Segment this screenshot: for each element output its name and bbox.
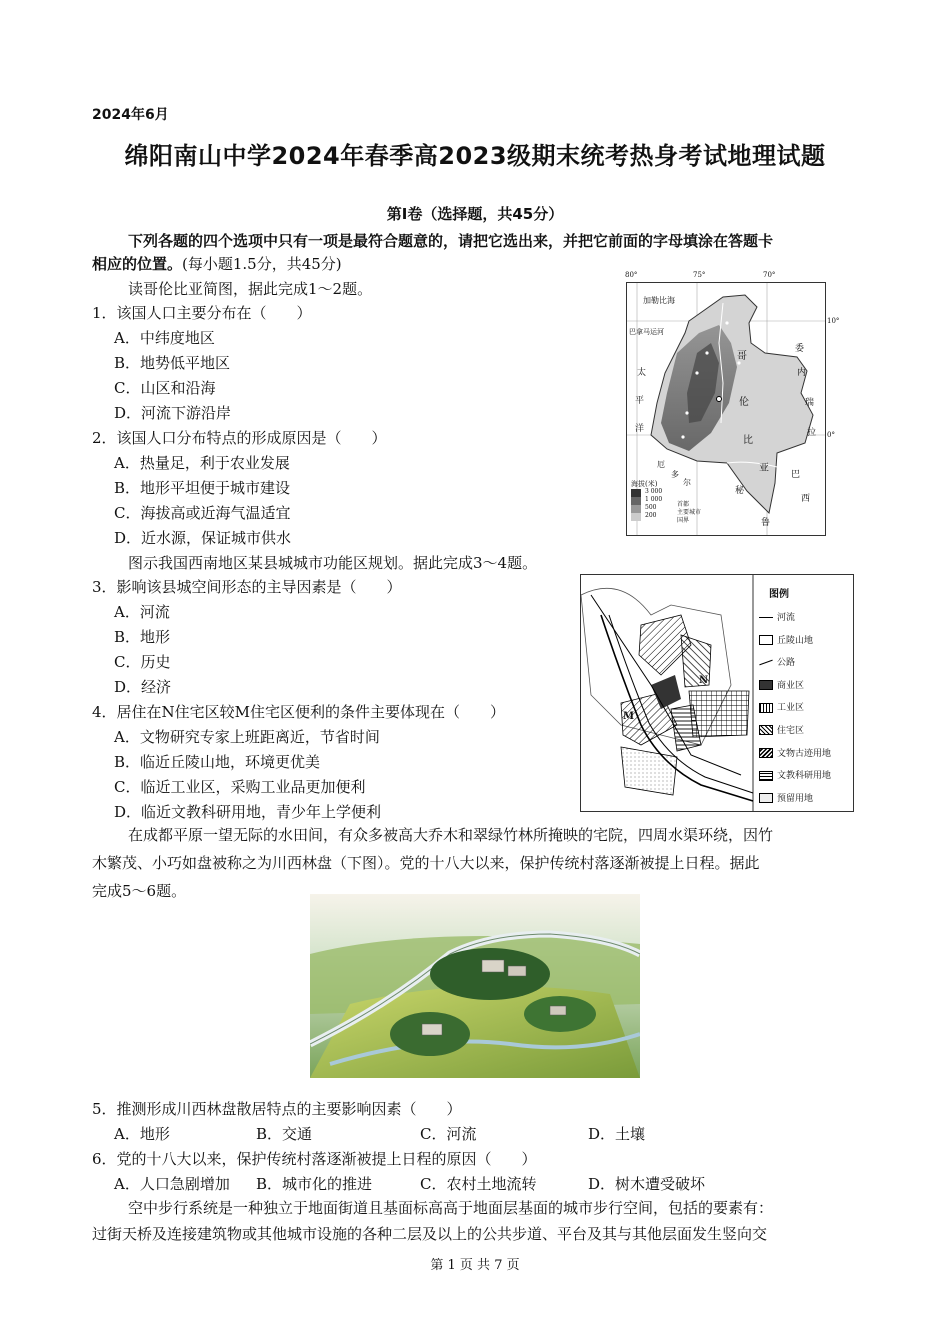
legend-title: 图例 — [769, 589, 789, 600]
map-label: 比 — [743, 435, 753, 446]
q1-option-b: B．地势低平地区 — [114, 354, 231, 372]
river-icon — [759, 617, 773, 618]
q5-option-b: B．交通 — [256, 1125, 313, 1143]
map-label: 委 — [795, 344, 805, 354]
city-symbol — [705, 351, 708, 354]
legend-item: 工业区 — [759, 697, 851, 720]
lon-label: 80° — [625, 271, 638, 279]
legend-item: 公路 — [759, 652, 851, 675]
colombia-map — [625, 271, 840, 536]
instructions-line-2 — [92, 252, 342, 277]
legend-item: 丘陵山地 — [759, 630, 851, 653]
q1-option-c: C．山区和沿海 — [114, 379, 216, 397]
legend-level: 1 000 — [645, 496, 663, 503]
commercial-icon — [759, 680, 773, 690]
map-label: 瑞 — [805, 398, 815, 408]
legend-item: 文教科研用地 — [759, 765, 851, 788]
group-3-intro-line-3: 完成5～6题。 — [92, 882, 187, 900]
q6-option-c: C．农村土地流转 — [420, 1175, 537, 1193]
legend-item: 住宅区 — [759, 720, 851, 743]
road-icon — [759, 660, 772, 666]
q5-option-d: D．土壤 — [588, 1125, 646, 1143]
map-label: 加勒比海 — [643, 296, 675, 305]
map-label: 拉 — [807, 428, 817, 438]
group-1-intro: 读哥伦比亚简图，据此完成1～2题。 — [128, 280, 373, 298]
hill-icon — [759, 635, 773, 645]
map-label: 洋 — [635, 424, 645, 434]
legend-symbol: 主要城市 — [677, 509, 702, 516]
q6-option-d: D．树木遭受破坏 — [588, 1175, 706, 1193]
lat-label: 0° — [827, 431, 835, 439]
farmhouse — [550, 1006, 566, 1015]
farmhouse — [508, 966, 526, 976]
map-label: 厄 — [657, 460, 665, 469]
farmhouse — [422, 1024, 442, 1035]
map-label: 太 — [637, 368, 647, 378]
legend-item: 河流 — [759, 607, 851, 630]
q4-option-b: B．临近丘陵山地，环境更优美 — [114, 753, 321, 771]
q4-option-d: D．临近文教科研用地，青少年上学便利 — [114, 803, 382, 821]
legend-symbol: 首都 — [677, 501, 690, 508]
q2-option-a: A．热量足，利于农业发展 — [114, 454, 290, 472]
map-label: 平 — [635, 396, 645, 406]
zone-label-n: N — [699, 675, 709, 686]
city-symbol — [695, 371, 698, 374]
q3-option-a: A．河流 — [114, 603, 170, 621]
map-label: 内 — [797, 368, 807, 378]
q6-option-b: B．城市化的推进 — [256, 1175, 373, 1193]
legend-level: 3 000 — [645, 488, 663, 495]
tree-cluster — [430, 948, 550, 1000]
question-3-stem: 3．影响该县城空间形态的主导因素是（ ） — [92, 578, 402, 596]
lon-label: 70° — [763, 271, 776, 279]
education-icon — [759, 771, 773, 781]
question-6-stem: 6．党的十八大以来，保护传统村落逐渐被提上日程的原因（ ） — [92, 1150, 537, 1168]
residential-icon — [759, 725, 773, 735]
legend-swatch — [631, 513, 641, 521]
city-symbol — [725, 321, 728, 324]
question-2-stem: 2．该国人口分布特点的形成原因是（ ） — [92, 429, 387, 447]
map-label: 哥 — [737, 351, 747, 362]
q4-option-a: A．文物研究专家上班距离近，节省时间 — [114, 728, 380, 746]
capital-symbol — [717, 397, 722, 402]
map2-legend — [759, 607, 851, 810]
legend-item: 文物古迹用地 — [759, 743, 851, 766]
group-2-intro: 图示我国西南地区某县城城市功能区规划。据此完成3～4题。 — [128, 554, 538, 572]
q4-option-c: C．临近工业区，采购工业品更加便利 — [114, 778, 366, 796]
section-heading: 第Ⅰ卷（选择题，共45分） — [386, 205, 564, 223]
q3-option-c: C．历史 — [114, 653, 171, 671]
reserved-zone — [621, 747, 677, 795]
page-title: 绵阳南山中学2024年春季高2023级期末统考热身考试地理试题 — [124, 142, 826, 170]
question-5-stem: 5．推测形成川西林盘散居特点的主要影响因素（ ） — [92, 1100, 462, 1118]
question-1-stem: 1．该国人口主要分布在（ ） — [92, 304, 312, 322]
legend-item: 商业区 — [759, 675, 851, 698]
page-footer: 第 1 页 共 7 页 — [430, 1258, 520, 1273]
q3-option-d: D．经济 — [114, 678, 172, 696]
legend-swatch — [631, 489, 641, 497]
q2-option-c: C．海拔高或近海气温适宜 — [114, 504, 291, 522]
zone-label-m: M — [623, 711, 635, 722]
lat-label: 10° — [827, 317, 840, 325]
map-label: 西 — [801, 494, 811, 504]
q2-option-d: D．近水源，保证城市供水 — [114, 529, 292, 547]
q1-option-a: A．中纬度地区 — [114, 329, 215, 347]
question-4-stem: 4．居住在N住宅区较M住宅区便利的条件主要体现在（ ） — [92, 703, 506, 721]
group-4-intro-line-1: 空中步行系统是一种独立于地面街道且基面标高高于地面层基面的城市步行空间，包括的要素有： — [128, 1199, 774, 1217]
map-label: 巴 — [791, 470, 801, 480]
map-label: 亚 — [759, 463, 769, 474]
legend-title: 海拔(米) — [631, 480, 658, 488]
map-label: 伦 — [739, 397, 749, 408]
linpan-aerial-photo — [310, 894, 640, 1078]
q1-option-d: D．河流下游沿岸 — [114, 404, 232, 422]
group-3-intro-line-2: 木繁茂、小巧如盘被称之为川西林盘（下图）。党的十八大以来，保护传统村落逐渐被提上日程。据此 — [92, 854, 760, 872]
legend-level: 500 — [645, 504, 657, 511]
instructions-line-1: 下列各题的四个选项中只有一项是最符合题意的，请把它选出来，并把它前面的字母填涂在答题卡 — [128, 232, 774, 250]
legend-level: 200 — [645, 512, 657, 519]
map-label: 鲁 — [761, 518, 771, 528]
instructions-scoring: (每小题1.5分，共45分) — [182, 255, 342, 273]
farmhouse — [482, 960, 504, 972]
legend-item: 预留用地 — [759, 788, 851, 811]
lon-label: 75° — [693, 271, 706, 279]
legend-swatch — [631, 505, 641, 513]
q5-option-c: C．河流 — [420, 1125, 477, 1143]
industrial-icon — [759, 703, 773, 713]
exam-date: 2024年6月 — [92, 107, 169, 123]
city-symbol — [685, 411, 688, 414]
q5-option-a: A．地形 — [114, 1125, 170, 1143]
map-label: 尔 — [683, 478, 691, 487]
city-symbol — [681, 435, 684, 438]
q6-option-a: A．人口急剧增加 — [114, 1175, 230, 1193]
group-4-intro-line-2: 过街天桥及连接建筑物或其他城市设施的各种二层及以上的公共步道、平台及其与其他层面发生竖向交 — [92, 1225, 768, 1243]
q2-option-b: B．地形平坦便于城市建设 — [114, 479, 291, 497]
map-label: 巴拿马运河 — [629, 328, 664, 336]
q3-option-b: B．地形 — [114, 628, 171, 646]
reserved-icon — [759, 793, 773, 803]
legend-swatch — [631, 497, 641, 505]
map-label: 多 — [671, 470, 679, 479]
heritage-icon — [759, 748, 773, 758]
county-planning-map — [580, 574, 854, 812]
instructions-bold: 相应的位置。 — [92, 255, 183, 273]
map-label: 秘 — [735, 486, 745, 496]
legend-symbol: 国界 — [677, 517, 690, 524]
group-3-intro-line-1: 在成都平原一望无际的水田间，有众多被高大乔木和翠绿竹林所掩映的宅院，四周水渠环绕，因竹 — [128, 826, 774, 844]
